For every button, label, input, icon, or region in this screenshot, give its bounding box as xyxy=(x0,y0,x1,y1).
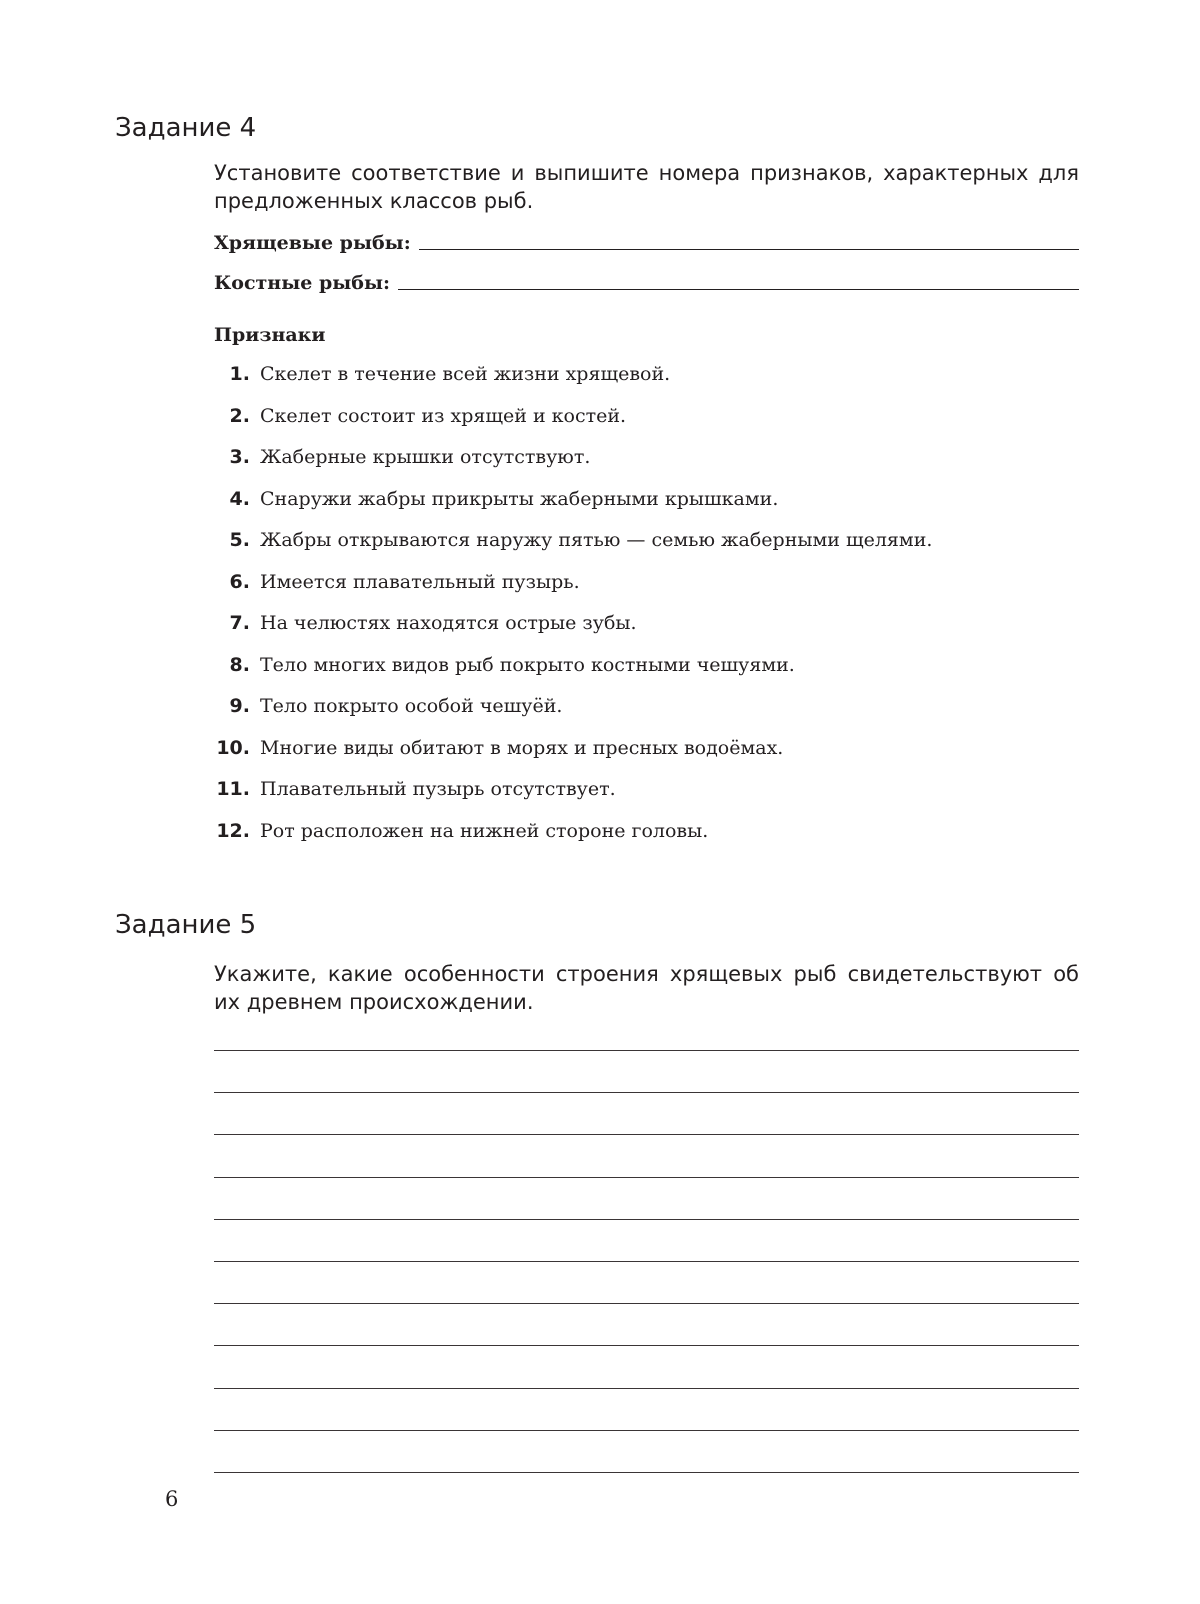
answer-row-cartilaginous xyxy=(214,225,1079,255)
feature-number: 5. xyxy=(229,529,250,551)
feature-item xyxy=(214,695,1084,737)
feature-number: 6. xyxy=(229,570,250,593)
feature-text: Многие виды обитают в морях и пресных водоёмах. xyxy=(260,736,784,759)
feature-number: 4. xyxy=(229,487,250,510)
feature-number: 9. xyxy=(229,695,250,717)
answer-row-bony xyxy=(214,265,1079,295)
feature-text: Тело многих видов рыб покрыто костными чешуями. xyxy=(260,653,795,676)
writing-line[interactable] xyxy=(214,1050,1079,1092)
writing-line[interactable] xyxy=(214,1472,1079,1514)
feature-item xyxy=(214,405,1084,447)
feature-text: Жабры открываются наружу пятью — семью жаберными щелями. xyxy=(260,529,933,551)
writing-line[interactable] xyxy=(214,1345,1079,1387)
writing-line[interactable] xyxy=(214,1261,1079,1303)
feature-item xyxy=(214,820,1084,862)
feature-number: 2. xyxy=(229,404,250,427)
answer-writing-lines[interactable] xyxy=(214,1050,1079,1514)
feature-number: 8. xyxy=(229,653,250,676)
feature-item xyxy=(214,612,1084,654)
feature-item xyxy=(214,529,1084,571)
feature-number: 12. xyxy=(216,819,250,842)
writing-line[interactable] xyxy=(214,1430,1079,1472)
feature-item xyxy=(214,778,1084,820)
writing-line[interactable] xyxy=(214,1303,1079,1345)
feature-item xyxy=(214,488,1084,530)
feature-number: 11. xyxy=(216,778,250,800)
feature-item xyxy=(214,446,1084,488)
answer-line-cartilaginous[interactable] xyxy=(419,249,1079,250)
task4-title: Задание 4 xyxy=(115,113,257,143)
feature-number: 1. xyxy=(229,363,250,385)
writing-line[interactable] xyxy=(214,1219,1079,1261)
feature-number: 7. xyxy=(229,612,250,634)
feature-text: Снаружи жабры прикрыты жаберными крышками. xyxy=(260,487,779,510)
writing-line[interactable] xyxy=(214,1388,1079,1430)
writing-line[interactable] xyxy=(214,1092,1079,1134)
feature-text: Тело покрыто особой чешуёй. xyxy=(260,695,563,717)
answer-label-cartilaginous: Хрящевые рыбы: xyxy=(214,232,411,254)
feature-item xyxy=(214,654,1084,696)
answer-label-bony: Костные рыбы: xyxy=(214,272,391,294)
answer-line-bony[interactable] xyxy=(398,289,1079,290)
task5-instruction: Укажите, какие особенности строения хрящевых рыб свидетельствуют об их древнем происхождении. xyxy=(214,962,1079,1014)
feature-text: На челюстях находятся острые зубы. xyxy=(260,612,637,634)
feature-item xyxy=(214,737,1084,779)
feature-text: Рот расположен на нижней стороне головы. xyxy=(260,819,709,842)
features-list xyxy=(214,363,1084,861)
writing-line[interactable] xyxy=(214,1177,1079,1219)
feature-item xyxy=(214,571,1084,613)
task4-instruction: Установите соответствие и выпишите номера признаков, характерных для предложенных классов рыб. xyxy=(214,161,1079,213)
feature-text: Имеется плавательный пузырь. xyxy=(260,570,580,593)
feature-number: 3. xyxy=(229,446,250,468)
page-number: 6 xyxy=(165,1487,179,1511)
features-title: Признаки xyxy=(214,324,326,346)
feature-text: Скелет состоит из хрящей и костей. xyxy=(260,404,627,427)
feature-text: Скелет в течение всей жизни хрящевой. xyxy=(260,363,671,385)
feature-item xyxy=(214,363,1084,405)
feature-text: Плавательный пузырь отсутствует. xyxy=(260,778,616,800)
task5-title: Задание 5 xyxy=(115,910,257,940)
feature-text: Жаберные крышки отсутствуют. xyxy=(260,446,591,468)
writing-line[interactable] xyxy=(214,1134,1079,1176)
feature-number: 10. xyxy=(216,736,250,759)
